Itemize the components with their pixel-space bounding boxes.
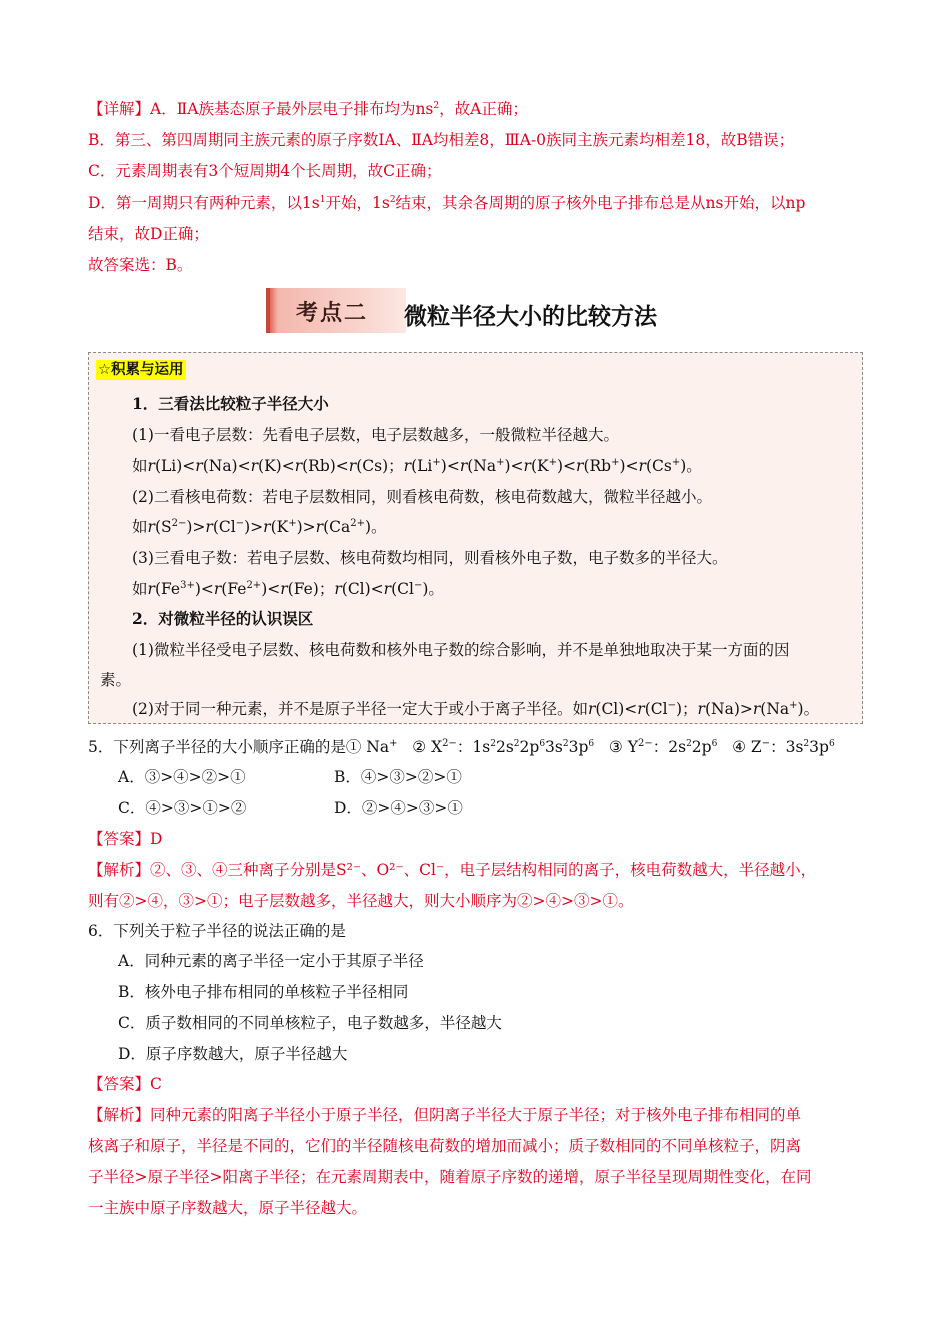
q6-option-a: A．同种元素的离子半径一定小于其原子半径 bbox=[118, 952, 424, 970]
section-label: 考点二 bbox=[296, 301, 369, 326]
q5-stem: 5．下列离子半径的大小顺序正确的是① Na+ ② $X^{2-}$：$1s^22s^22p^63s^23p^6$ ③ $Y^{2-}$：$2s^22p^6$ ④ Z−：$3s^23p^6$ bbox=[88, 738, 835, 756]
box-point-1: (1)一看电子层数：先看电子层数，电子层数越多，一般微粒半径越大。 bbox=[132, 426, 619, 444]
box-heading-2: 2．对微粒半径的认识误区 bbox=[132, 609, 314, 628]
detail-line-d1: D．第一周期只有两种元素，以$1s^1$开始，$1s^2$结束，其余各周期的原子核外电子排布总是从ns开始，以np bbox=[88, 194, 806, 212]
detail-line-b: B．第三、第四周期同主族元素的原子序数ⅠA、ⅡA均相差8，ⅢA-0族同主族元素均相差18，故B错误； bbox=[88, 131, 795, 149]
q6-option-c: C．质子数相同的不同单核粒子，电子数越多，半径越大 bbox=[118, 1014, 502, 1032]
box-example-2: 如$r(S^{2-})>r(Cl^-)>r(K^+)>r(Ca^{2+})$。 bbox=[132, 518, 387, 536]
detail-line-a: 【详解】A．ⅡA族基态原子最外层电子排布均为$ns^2$，故A正确； bbox=[88, 100, 528, 118]
box-heading-1: 1．三看法比较粒子半径大小 bbox=[132, 394, 329, 413]
q6-option-d: D．原子序数越大，原子半径越大 bbox=[118, 1045, 348, 1063]
detail-line-c: C．元素周期表有3个短周期4个长周期，故C正确； bbox=[88, 162, 442, 180]
box-misconception-1a: (1)微粒半径受电子层数、核电荷数和核外电子数的综合影响，并不是单独地取决于某一方面的因 bbox=[132, 641, 790, 659]
box-misconception-1b: 素。 bbox=[100, 671, 132, 689]
q5-option-c: C．④>③>①>② bbox=[118, 799, 247, 817]
section-title: 微粒半径大小的比较方法 bbox=[404, 304, 657, 330]
q5-answer: 【答案】D bbox=[88, 830, 163, 848]
box-misconception-2: (2)对于同一种元素，并不是原子半径一定大于或小于离子半径。如r(Cl)<r(Cl−)；r(Na)>r(Na+)。 bbox=[132, 700, 820, 718]
q5-analysis-2: 则有②>④，③>①；电子层数越多，半径越大，则大小顺序为②>④>③>①。 bbox=[88, 892, 634, 910]
q5-option-a: A．③>④>②>① bbox=[118, 768, 246, 786]
q6-analysis-1: 【解析】同种元素的阳离子半径小于原子半径，但阴离子半径大于原子半径；对于核外电子排布相同的单 bbox=[88, 1106, 802, 1124]
answer-select: 故答案选：B。 bbox=[88, 256, 193, 274]
q5-option-b: B．④>③>②>① bbox=[334, 768, 462, 786]
detail-line-d2: 结束，故D正确； bbox=[88, 225, 209, 243]
q6-stem: 6．下列关于粒子半径的说法正确的是 bbox=[88, 922, 346, 940]
q6-analysis-4: 一主族中原子序数越大，原子半径越大。 bbox=[88, 1199, 368, 1217]
q6-analysis-2: 核离子和原子，半径是不同的，它们的半径随核电荷数的增加而减小；质子数相同的不同单核粒子，阴离 bbox=[88, 1137, 802, 1155]
detail-label: 【详解】 bbox=[88, 100, 151, 118]
box-example-1: 如r(Li)<r(Na)<r(K)<r(Rb)<r(Cs)；r(Li+)<r(Na+)<r(K+)<r(Rb+)<r(Cs+)。 bbox=[132, 457, 702, 475]
knowledge-tag: ☆积累与运用 bbox=[98, 362, 184, 378]
q6-option-b: B．核外电子排布相同的单核粒子半径相同 bbox=[118, 983, 409, 1001]
box-point-2: (2)二看核电荷数：若电子层数相同，则看核电荷数，核电荷数越大，微粒半径越小。 bbox=[132, 488, 712, 506]
q5-option-d: D．②>④>③>① bbox=[334, 799, 463, 817]
box-example-3: 如$r(Fe^{3+})<r(Fe^{2+})<r(Fe)$；r(Cl)<r(Cl−)。 bbox=[132, 580, 444, 598]
box-point-3: (3)三看电子数：若电子层数、核电荷数均相同，则看核外电子数，电子数多的半径大。 bbox=[132, 549, 728, 567]
q5-analysis-1: 【解析】②、③、④三种离子分别是S²⁻、O²⁻、Cl⁻，电子层结构相同的离子，核电荷数越大，半径越小， bbox=[88, 861, 817, 879]
q6-answer: 【答案】C bbox=[88, 1075, 162, 1093]
q6-analysis-3: 子半径>原子半径>阳离子半径；在元素周期表中，随着原子序数的递增，原子半径呈现周期性变化，在同 bbox=[88, 1168, 812, 1186]
